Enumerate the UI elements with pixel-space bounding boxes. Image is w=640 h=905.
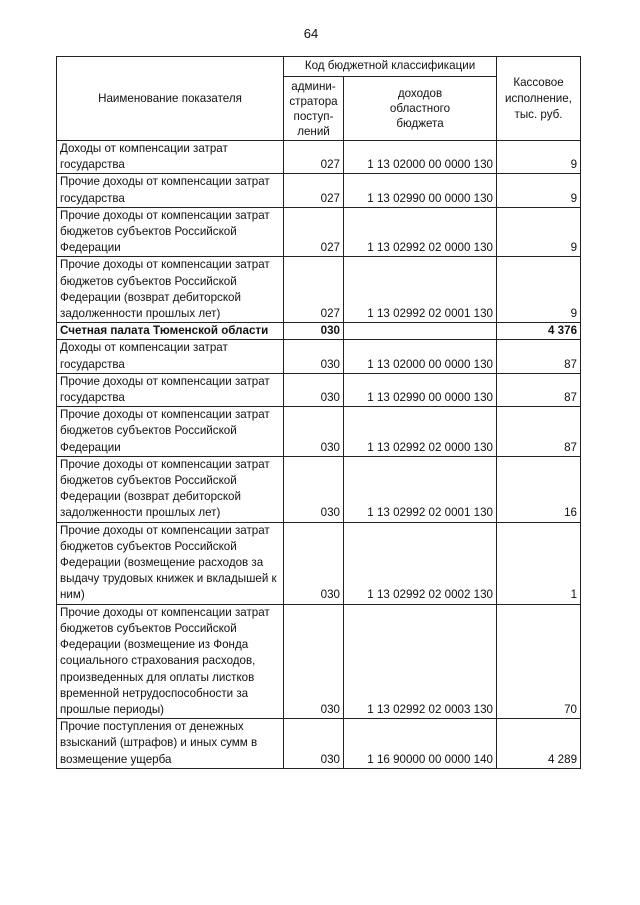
page-number: 64	[303, 26, 319, 41]
row-admin-code: 030	[284, 373, 344, 406]
header-admin-line: лений	[297, 124, 330, 138]
header-admin-line: поступ-	[293, 109, 334, 123]
row-admin-code: 030	[284, 719, 344, 769]
row-admin-code: 030	[284, 604, 344, 718]
header-admin-line: стратора	[289, 94, 338, 108]
table-row	[57, 141, 581, 174]
header-indicator-name: Наименование показателя	[57, 57, 284, 141]
row-cash-execution: 87	[497, 373, 581, 406]
budget-revenue-table	[56, 56, 581, 769]
row-indicator-name: Прочие доходы от компенсации затрат государства	[57, 174, 284, 207]
table-row	[57, 604, 581, 718]
row-budget-code: 1 13 02000 00 0000 130	[344, 141, 497, 174]
table-header	[57, 57, 581, 141]
header-regional-budget-revenue	[344, 77, 497, 141]
header-budget-classification-code: Код бюджетной классификации	[284, 57, 497, 77]
row-admin-code: 030	[284, 407, 344, 457]
row-budget-code: 1 13 02990 00 0000 130	[344, 373, 497, 406]
table-row	[57, 174, 581, 207]
row-admin-code: 030	[284, 522, 344, 604]
row-indicator-name: Прочие доходы от компенсации затрат бюджетов субъектов Российской Федерации (возврат дебиторской задолженности прошлых лет)	[57, 456, 284, 522]
row-cash-execution: 87	[497, 407, 581, 457]
row-cash-execution: 16	[497, 456, 581, 522]
row-indicator-name: Прочие доходы от компенсации затрат бюджетов субъектов Российской Федерации (возмещение из Фонда социального страхования расходов, произведенных для оплаты листков временной нетрудоспособности за прошлые периоды)	[57, 604, 284, 718]
row-admin-code: 030	[284, 323, 344, 340]
row-budget-code	[344, 323, 497, 340]
row-budget-code: 1 13 02992 02 0001 130	[344, 257, 497, 323]
row-cash-execution: 4 376	[497, 323, 581, 340]
header-code-line: доходов	[397, 87, 443, 100]
header-code-line: бюджета	[396, 117, 444, 130]
row-budget-code: 1 16 90000 00 0000 140	[344, 719, 497, 769]
row-budget-code: 1 13 02992 02 0001 130	[344, 456, 497, 522]
header-administrator	[284, 77, 344, 141]
row-indicator-name: Счетная палата Тюменской области	[57, 323, 284, 340]
row-indicator-name: Прочие доходы от компенсации затрат бюджетов субъектов Российской Федерации (возврат дебиторской задолженности прошлых лет)	[57, 257, 284, 323]
table-row	[57, 456, 581, 522]
header-code-line: областного	[389, 102, 451, 115]
row-indicator-name: Прочие доходы от компенсации затрат бюджетов субъектов Российской Федерации	[57, 407, 284, 457]
header-cash-execution	[497, 57, 581, 141]
row-cash-execution: 9	[497, 141, 581, 174]
row-budget-code: 1 13 02992 02 0000 130	[344, 407, 497, 457]
row-admin-code: 030	[284, 456, 344, 522]
row-budget-code: 1 13 02992 02 0002 130	[344, 522, 497, 604]
row-indicator-name: Доходы от компенсации затрат государства	[57, 340, 284, 373]
header-sum-line: Кассовое	[513, 75, 564, 89]
table-row	[57, 207, 581, 257]
table-row	[57, 522, 581, 604]
row-admin-code: 027	[284, 174, 344, 207]
row-indicator-name: Прочие доходы от компенсации затрат бюджетов субъектов Российской Федерации	[57, 207, 284, 257]
row-budget-code: 1 13 02992 02 0003 130	[344, 604, 497, 718]
row-cash-execution: 9	[497, 174, 581, 207]
row-cash-execution: 1	[497, 522, 581, 604]
row-admin-code: 027	[284, 257, 344, 323]
row-budget-code: 1 13 02000 00 0000 130	[344, 340, 497, 373]
row-cash-execution: 70	[497, 604, 581, 718]
table-row-section-total	[57, 323, 581, 340]
table-row	[57, 340, 581, 373]
header-admin-line: админи-	[291, 79, 336, 93]
row-cash-execution: 9	[497, 207, 581, 257]
table-row	[57, 719, 581, 769]
row-admin-code: 027	[284, 207, 344, 257]
table-row	[57, 373, 581, 406]
table-row	[57, 257, 581, 323]
row-indicator-name: Прочие поступления от денежных взысканий (штрафов) и иных сумм в возмещение ущерба	[57, 719, 284, 769]
row-indicator-name: Прочие доходы от компенсации затрат государства	[57, 373, 284, 406]
header-sum-line: исполнение,	[505, 91, 572, 105]
row-budget-code: 1 13 02992 02 0000 130	[344, 207, 497, 257]
row-indicator-name: Доходы от компенсации затрат государства	[57, 141, 284, 174]
row-indicator-name: Прочие доходы от компенсации затрат бюджетов субъектов Российской Федерации (возмещение расходов за выдачу трудовых книжек и вкладышей к ним)	[57, 522, 284, 604]
row-admin-code: 027	[284, 141, 344, 174]
table-row	[57, 407, 581, 457]
row-admin-code: 030	[284, 340, 344, 373]
row-cash-execution: 4 289	[497, 719, 581, 769]
row-cash-execution: 9	[497, 257, 581, 323]
table-body	[57, 141, 581, 769]
row-cash-execution: 87	[497, 340, 581, 373]
row-budget-code: 1 13 02990 00 0000 130	[344, 174, 497, 207]
header-sum-line: тыс. руб.	[514, 107, 563, 121]
